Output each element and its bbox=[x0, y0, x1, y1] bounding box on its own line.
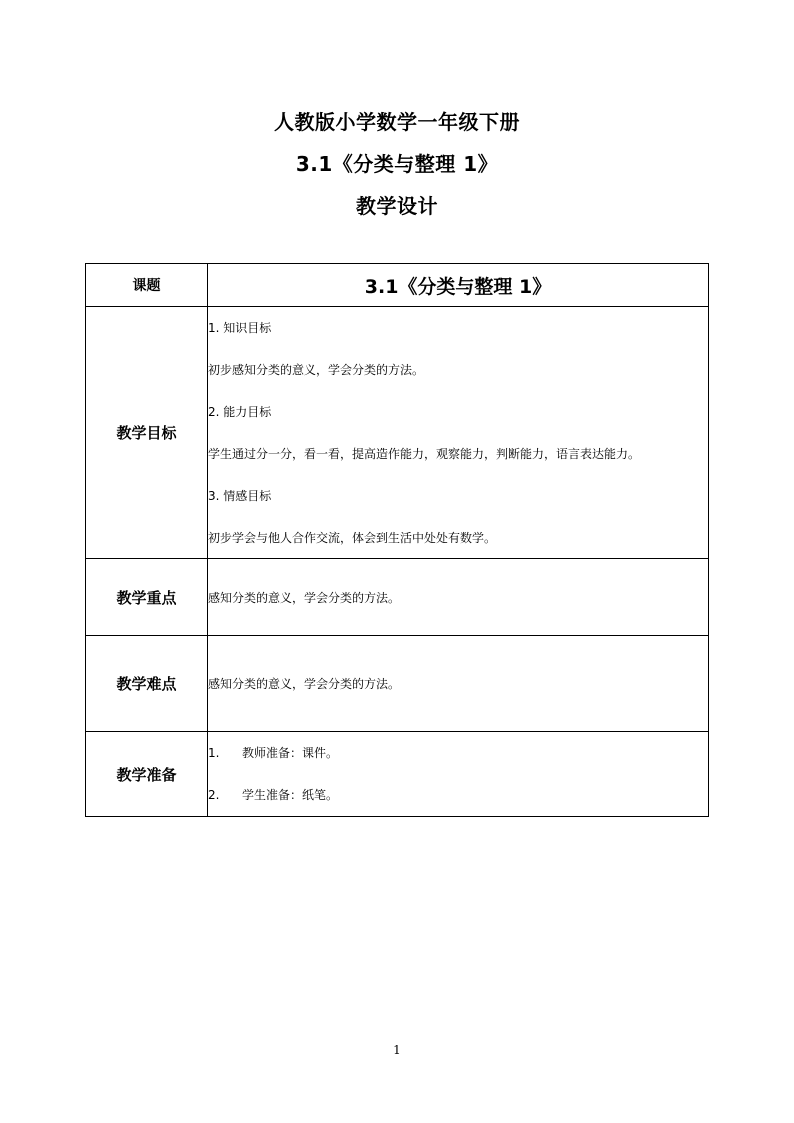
page-number: 1 bbox=[393, 1043, 401, 1057]
lesson-plan-table bbox=[85, 263, 709, 817]
lesson-title: 3.1《分类与整理 1》 bbox=[295, 152, 499, 176]
document-title: 人教版小学数学一年级下册 bbox=[274, 110, 520, 134]
goal-text-ability: 学生通过分一分，看一看，提高造作能力，观察能力，判断能力，语言表达能力。 bbox=[208, 446, 641, 461]
goal-heading-knowledge: 1. 知识目标 bbox=[208, 320, 272, 335]
key-points-value: 感知分类的意义，学会分类的方法。 bbox=[208, 559, 709, 636]
table-row-preparation bbox=[86, 732, 709, 817]
difficulties-label: 教学难点 bbox=[86, 636, 208, 732]
document-subtitle: 教学设计 bbox=[356, 194, 438, 218]
list-item-text: 教师准备：课件。 bbox=[242, 746, 339, 760]
key-points-label: 教学重点 bbox=[86, 559, 208, 636]
list-item bbox=[208, 788, 708, 802]
preparation-label: 教学准备 bbox=[86, 732, 208, 817]
table-row-topic bbox=[86, 264, 709, 307]
goals-content bbox=[208, 307, 709, 559]
preparation-content bbox=[208, 732, 709, 817]
goal-heading-ability: 2. 能力目标 bbox=[208, 404, 272, 419]
table-row-difficulties bbox=[86, 636, 709, 732]
table-row-goals bbox=[86, 307, 709, 559]
list-item-text: 学生准备：纸笔。 bbox=[242, 788, 339, 802]
topic-value: 3.1《分类与整理 1》 bbox=[208, 264, 709, 307]
difficulties-value: 感知分类的意义，学会分类的方法。 bbox=[208, 636, 709, 732]
list-item-number: 1. bbox=[208, 746, 220, 760]
table-row-key-points bbox=[86, 559, 709, 636]
topic-label: 课题 bbox=[86, 264, 208, 307]
goal-text-knowledge: 初步感知分类的意义，学会分类的方法。 bbox=[208, 362, 425, 377]
list-item bbox=[208, 746, 708, 760]
goal-heading-emotion: 3. 情感目标 bbox=[208, 488, 272, 503]
list-item-number: 2. bbox=[208, 788, 220, 802]
goal-text-emotion: 初步学会与他人合作交流，体会到生活中处处有数学。 bbox=[208, 530, 497, 545]
goals-label: 教学目标 bbox=[86, 307, 208, 559]
